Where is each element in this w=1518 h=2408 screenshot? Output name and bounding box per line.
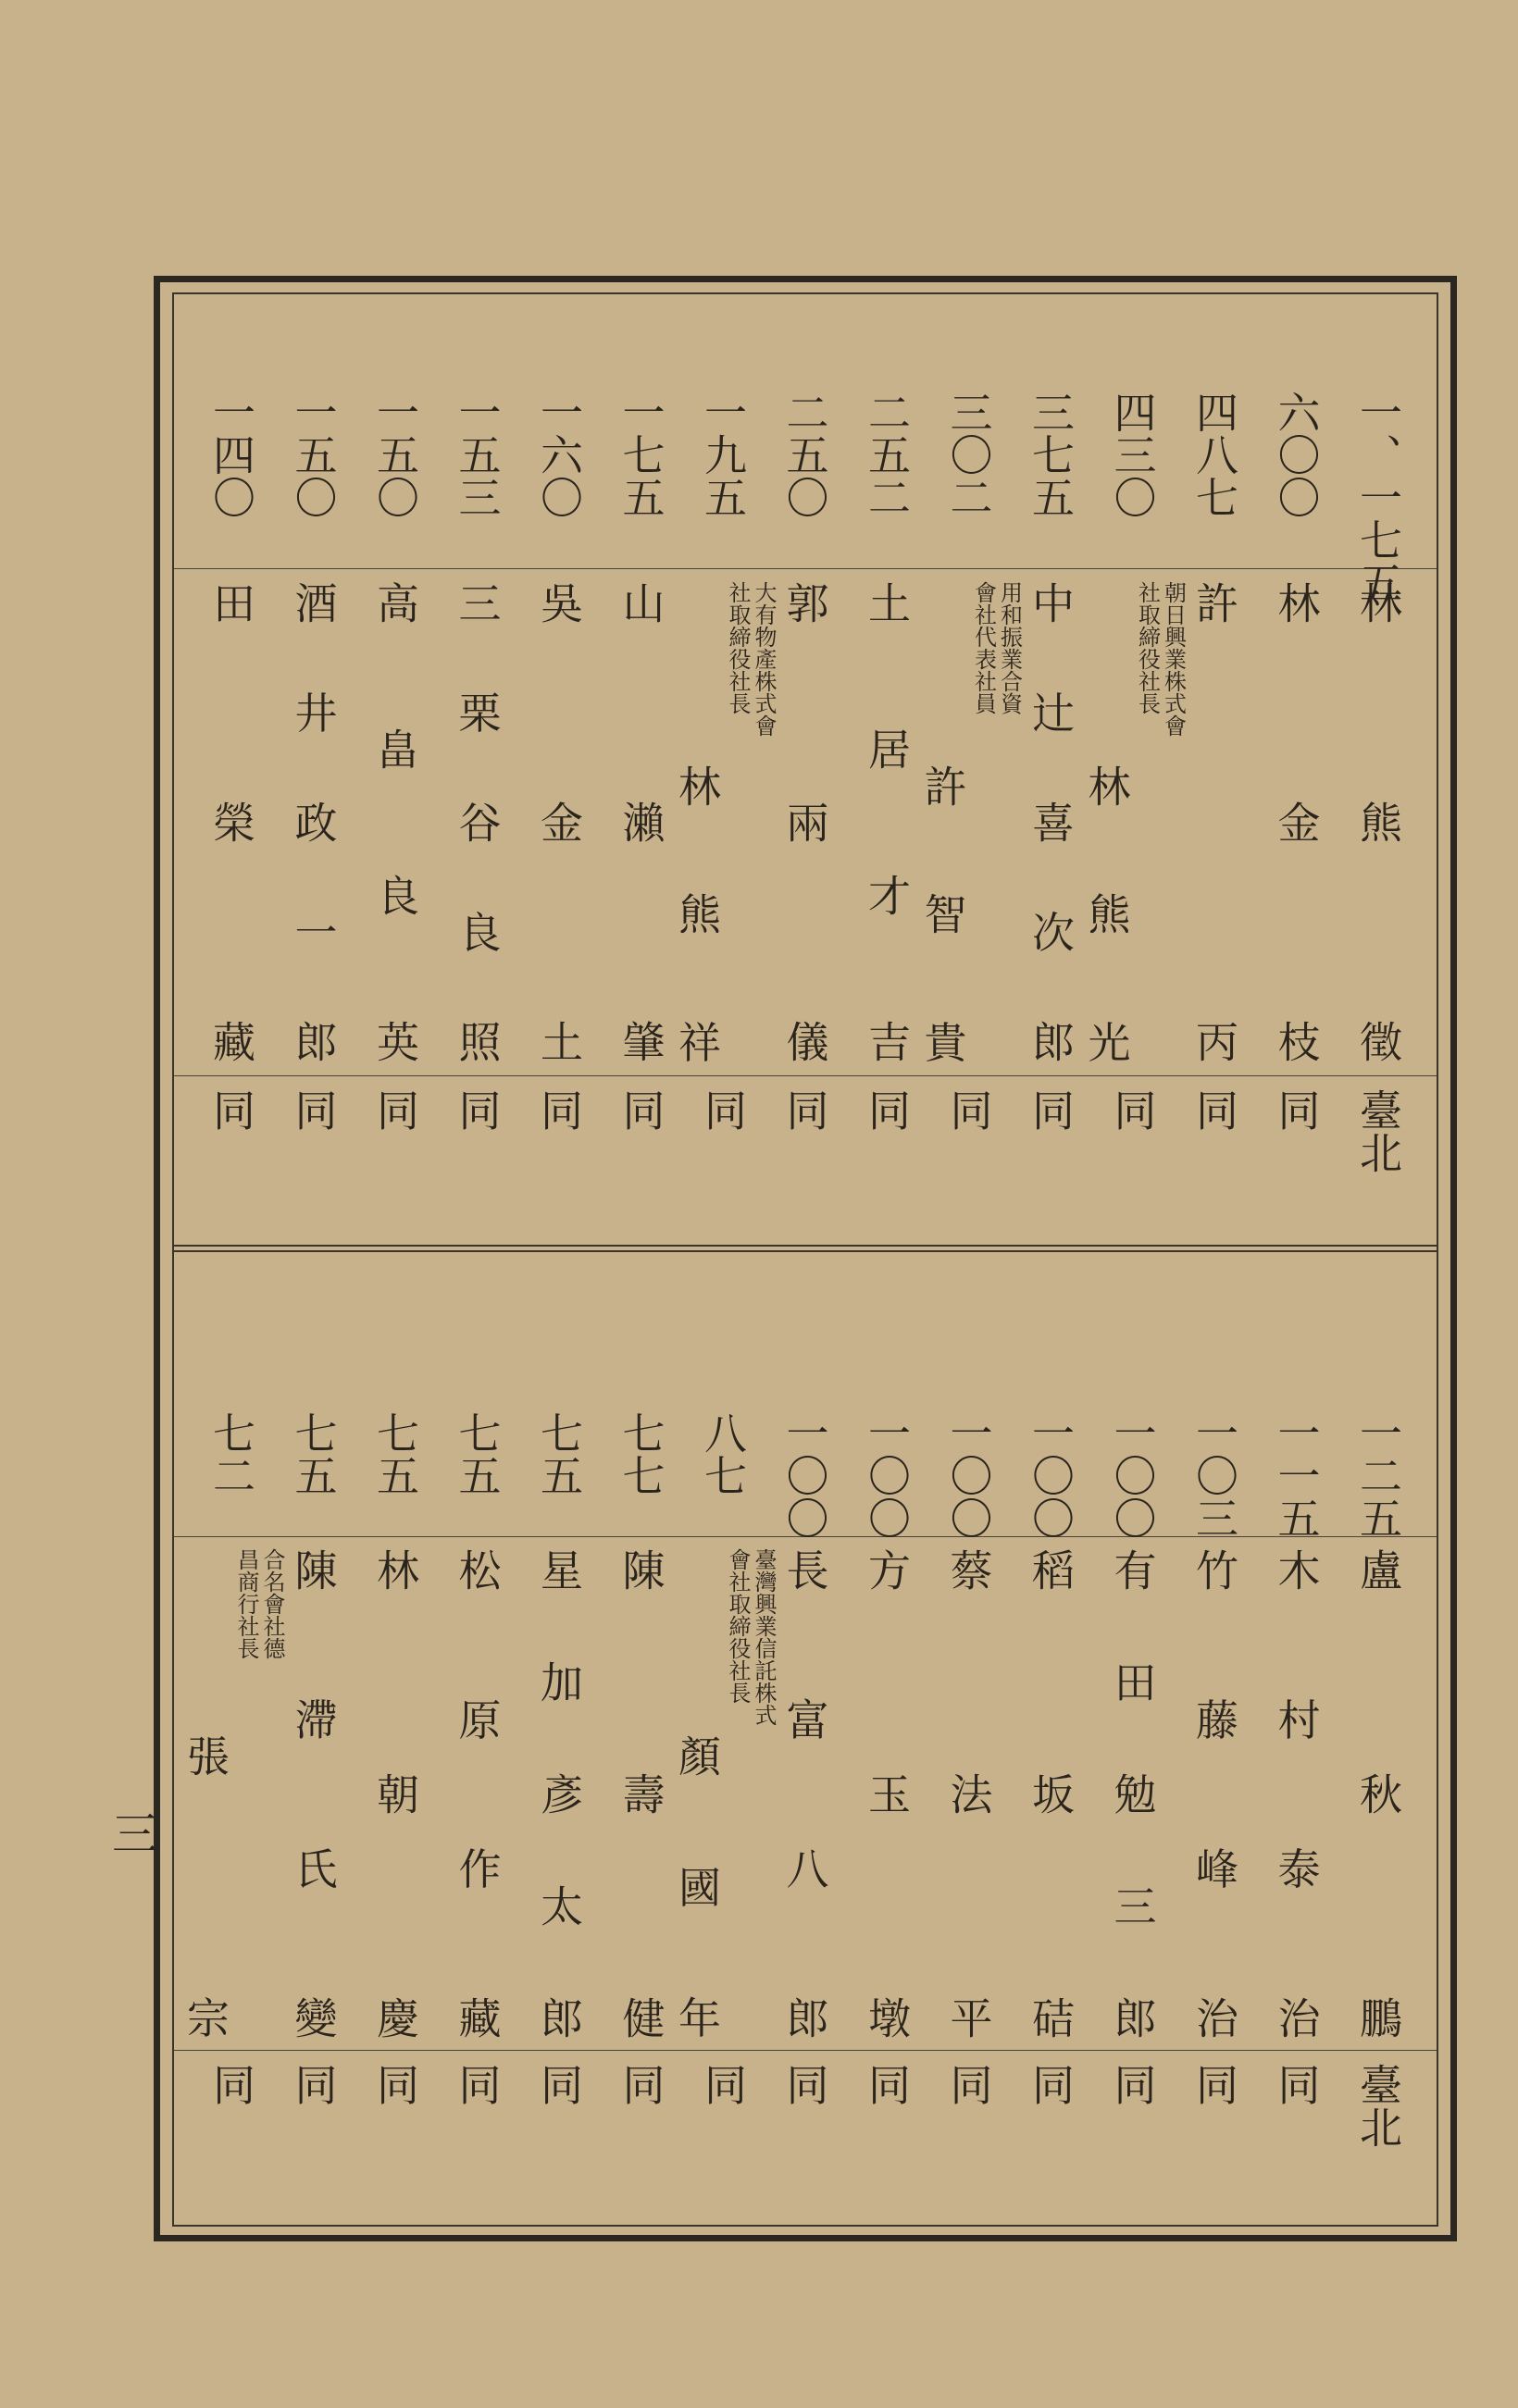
amount: 一六〇 [534,391,584,518]
amount: 六〇〇 [1271,391,1322,518]
place: 同 [779,1088,830,1131]
person-name: 許智貴 [917,763,968,1062]
amount: 一五〇 [370,391,420,518]
place: 同 [288,1088,339,1131]
name-cell [355,1548,435,2039]
name-cell [847,1548,927,2039]
table-row [1011,1252,1090,2225]
person-name: 山瀨肇 [616,581,666,1062]
amount: 一〇三 [1189,1411,1239,1539]
page-number: 三 [105,1809,158,1856]
person-name: 酒井政一郎 [288,581,339,1062]
person-name: 方玉墩 [862,1548,912,2039]
name-cell [355,581,435,1062]
amount: 七五 [370,1411,420,1496]
amount: 一四〇 [206,391,256,518]
table-row [1257,1252,1337,2225]
amount: 一〇〇 [943,1411,994,1539]
person-name: 中辻喜次郎 [1026,581,1076,1062]
table-row [1093,1252,1173,2225]
amount: 四三〇 [1107,391,1158,518]
name-cell [1081,581,1187,1062]
place: 同 [698,1088,748,1131]
place: 同 [943,2063,994,2105]
table-row [917,294,1023,1245]
table-row [672,1252,777,2225]
name-cell [1011,1548,1090,2039]
place: 同 [698,2063,748,2105]
place: 同 [862,1088,912,1131]
amount: 三七五 [1026,391,1076,518]
table-row [1175,294,1254,1245]
name-cell [602,1548,681,2039]
person-name: 陳壽健 [616,1548,666,2039]
name-cell [765,581,845,1062]
place: 同 [862,2063,912,2105]
person-name: 有田勉三郎 [1107,1548,1158,2039]
amount: 一〇〇 [779,1411,830,1539]
name-cell [1257,1548,1337,2039]
amount: 七二 [206,1411,256,1496]
amount: 八七 [698,1411,748,1496]
table-row [847,294,927,1245]
name-cell [847,581,927,1062]
table-row [192,294,271,1245]
name-cell [180,1548,285,2039]
amount: 一〇〇 [1107,1411,1158,1539]
amount: 二五〇 [779,391,830,518]
table-row [519,294,599,1245]
amount: 一七五 [616,391,666,518]
person-name: 三栗谷良照 [452,581,503,1062]
person-name: 林金枝 [1271,581,1322,1062]
amount: 一〇〇 [1026,1411,1076,1539]
amount: 一五〇 [288,391,339,518]
amount: 一二五 [1353,1411,1403,1539]
name-cell [519,581,599,1062]
name-cell [1338,1548,1418,2039]
amount: 一一五 [1271,1411,1322,1539]
company-title: 大有物產株式會社取締役社長 [725,581,777,737]
place: 臺北 [1353,2063,1403,2148]
table-row [765,1252,845,2225]
table-row [1338,1252,1418,2225]
table-row [1081,294,1187,1245]
name-cell [438,1548,517,2039]
name-cell [274,581,354,1062]
name-cell [672,1548,777,2039]
table-row [929,1252,1009,2225]
amount: 一九五 [698,391,748,518]
name-cell [765,1548,845,2039]
person-name: 長富八郎 [779,1548,830,2039]
table-row [602,294,681,1245]
name-cell [917,581,1023,1062]
place: 同 [370,2063,420,2105]
table-row [274,294,354,1245]
name-cell [438,581,517,1062]
place: 同 [1271,2063,1322,2105]
place: 同 [616,2063,666,2105]
table-row [765,294,845,1245]
person-name: 陳滯氏變 [288,1548,339,2039]
name-cell [1011,581,1090,1062]
amount: 七七 [616,1411,666,1496]
person-name: 蔡法平 [943,1548,994,2039]
place: 同 [534,1088,584,1131]
person-name: 顏國年 [672,1734,722,2039]
person-name: 松原作藏 [452,1548,503,2039]
place: 同 [534,2063,584,2105]
person-name: 張宗 [180,1734,230,2039]
person-name: 林朝慶 [370,1548,420,2039]
person-name: 稻坂硈 [1026,1548,1076,2039]
table-row [519,1252,599,2225]
amount: 二五二 [862,391,912,518]
section-separator [174,1245,1437,1247]
amount: 七五 [288,1411,339,1496]
person-name: 吳金土 [534,581,584,1062]
place: 同 [1026,1088,1076,1131]
amount: 一五三 [452,391,503,518]
place: 同 [452,1088,503,1131]
amount: 三〇二 [943,391,994,518]
place: 同 [1271,1088,1322,1131]
bottom-table [174,1252,1437,2225]
person-name: 田榮藏 [206,581,256,1062]
company-title: 合名會社德昌商行社長 [233,1548,285,1659]
person-name: 郭兩儀 [779,581,830,1062]
table-row [355,1252,435,2225]
name-cell [1175,581,1254,1062]
name-cell [1257,581,1337,1062]
person-name: 竹藤峰治 [1189,1548,1239,2039]
person-name: 木村泰治 [1271,1548,1322,2039]
person-name: 林熊祥 [672,763,722,1062]
person-name: 星加彥太郎 [534,1548,584,2039]
name-cell [519,1548,599,2039]
place: 臺北 [1353,1088,1403,1173]
amount: 七五 [452,1411,503,1496]
amount: 七五 [534,1411,584,1496]
table-row [847,1252,927,2225]
company-title: 臺灣興業信託株式會社取締役社長 [725,1548,777,1726]
place: 同 [288,2063,339,2105]
table-row [1338,294,1418,1245]
place: 同 [1189,2063,1239,2105]
name-cell [192,581,271,1062]
name-cell [1175,1548,1254,2039]
table-row [672,294,777,1245]
company-title: 用和振業合資會社代表社員 [970,581,1023,714]
place: 同 [370,1088,420,1131]
place: 同 [1107,2063,1158,2105]
person-name: 許丙 [1189,581,1239,1062]
amount: 一〇〇 [862,1411,912,1539]
place: 同 [943,1088,994,1131]
name-cell [602,581,681,1062]
table-row [438,1252,517,2225]
name-cell [672,581,777,1062]
place: 同 [1107,1088,1158,1131]
name-cell [929,1548,1009,2039]
person-name: 土居才吉 [862,581,912,1062]
place: 同 [779,2063,830,2105]
place: 同 [1026,2063,1076,2105]
person-name: 林熊光 [1081,763,1132,1062]
person-name: 高畠良英 [370,581,420,1062]
table-row [355,294,435,1245]
table-row [602,1252,681,2225]
place: 同 [206,1088,256,1131]
place: 同 [1189,1088,1239,1131]
company-title: 朝日興業株式會社取締役社長 [1134,581,1187,737]
place: 同 [206,2063,256,2105]
top-table [174,294,1437,1245]
table-row [180,1252,285,2225]
name-cell [1093,1548,1173,2039]
person-name: 盧秋鵬 [1353,1548,1403,2039]
table-row [1011,294,1090,1245]
table-row [438,294,517,1245]
place: 同 [616,1088,666,1131]
place: 同 [452,2063,503,2105]
table-row [1257,294,1337,1245]
amount: 四八七 [1189,391,1239,518]
table-row [274,1252,354,2225]
name-cell [1338,581,1418,1062]
name-cell [274,1548,354,2039]
amount: 一、一七五 [1353,391,1403,603]
table-row [1175,1252,1254,2225]
person-name: 林熊徵 [1353,581,1403,1062]
